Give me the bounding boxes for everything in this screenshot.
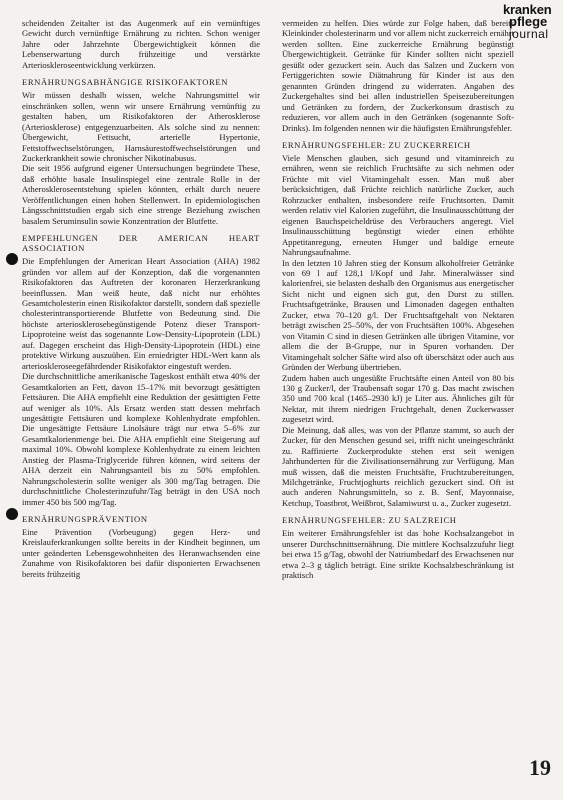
paragraph: In den letzten 10 Jahren stieg der Konsum alkoholfreier Getränke von 69 l auf 128,1 l/Kopf und Jahr. Mineralwässer sind kalorienfrei, sie belasten deshalb den Organismus aus energetischer Sicht nicht und eignen sich gut, den Durst zu stillen. Fruchtsaftgetränke, Brausen und Limonaden dagegen enthalten Zucker, etwa 70–120 g/l. Der Fruchtsaftgehalt von Nektaren beträgt zwischen 25–50%, der von Fruchtsäften 100%. Abgesehen von Vitamin C sind in diesen Getränken alle übrigen Vitamine, vor allem die der B-Gruppe, nur in Spuren vorhanden. Der Vitamingehalt solcher Säfte wird also oft überschätzt oder auch aus Gründen der Werbung übertrieben. bbox=[282, 257, 514, 373]
paragraph: Die Empfehlungen der American Heart Association (AHA) 1982 gründen vor allem auf der Konzeption, daß die vorgenannten Risikofaktoren das Auftreten der koronaren Herzerkrankung beeinflussen. Man weiß heute, daß nicht nur erhöhtes Gesamtcholesterin einen Risikofaktor darstellt, sondern daß spezielle cholesterintransportierende Blutfette von Bedeutung sind. Die höchste arteriosklerosebegünstigende Potenz dieser Transport-Lipoproteine weist das sogenannte Low-Density-Lipoprotein (LDL) auf. Dagegen erscheint das High-Density-Lipoprotein (HDL) eine protektive Wirkung auszuüben. Ein erniedrigter HDL-Wert kann als arterioskleroseegefährdender Risikofaktor eingestuft werden. bbox=[22, 256, 260, 371]
paragraph: Die durchschnittliche amerikanische Tageskost enthält etwa 40% der Gesamtkalorien an Fett, davon 15–17% mit bevorzugt gesättigten Fettsäuren. Die AHA empfiehlt eine Reduktion der gesättigten Fette auf weniger als 10%. Als Ersatz werden statt dessen mehrfach ungesättigte Fettsäuren und komplexe Kohlenhydrate empfohlen. Die ungesättigte Fettsäure Linolsäure trägt nur etwa 5–6% zur Gesamtkalorienmenge bei. Die AHA empfiehlt eine Steigerung auf maximal 10%. Obwohl komplexe Kohlenhydrate zu einem leichten Anstieg der Plasma-Triglyceride führen können, wird seitens der AHA derzeit ein Nahrungsanteil bis zu 50% empfohlen. Nahrungscholesterin sollte weniger als 300 mg/Tag betragen. Die durchschnittliche Cholesterinzufuhr/Tag beträgt in den USA noch immer 450 bis 500 mg/Tag. bbox=[22, 371, 260, 507]
paragraph: Ein weiterer Ernährungsfehler ist das hohe Kochsalzangebot in unserer Durchschnittsernährung. Die mittlere Kochsalzzufuhr liegt bei etwa 15 g/Tag, obwohl der Natriumbedarf des Erwachsenen nur etwa 2–3 g täglich beträgt. Eine strikte Kochsalzbeschränkung ist praktisch bbox=[282, 528, 514, 581]
paragraph: Die Meinung, daß alles, was von der Pflanze stammt, so auch der Zucker, für den Menschen gesund sei, trifft nicht uneingeschränkt zu. Raffinierte Zuckerprodukte stehen erst seit wenigen Jahrhunderten für die Zivilisationsernährung zur Verfügung. Man muß wissen, daß die meisten Fruchtsäfte, Fruchtzubereitungen, Milchgetränke, Fruchtjoghurts reichlich gezuckert sind. Oft ist auch anderen Nahrungsmitteln, so z. B. Senf, Mayonnaise, Ketchup, Toastbrot, Weißbrot, Salamiwurst u. a., Zucker zugesetzt. bbox=[282, 424, 514, 508]
page-number: 19 bbox=[529, 755, 551, 780]
left-text-column bbox=[22, 18, 260, 796]
punch-hole-mark bbox=[6, 508, 18, 520]
paragraph: scheidenden Zeitalter ist das Augenmerk auf ein vernünftiges Gewicht durch vernünftige Ernährung zu richten. Schon weniger Jahre oder Jahrzehnte Übergewichtigkeit können die Lebenserwartung durch frühzeitige und verstärkte Arterioskleroseentwicklung verkürzen. bbox=[22, 18, 260, 70]
right-text-column bbox=[282, 18, 514, 796]
paragraph: Zudem haben auch ungesüßte Fruchtsäfte einen Anteil von 80 bis 130 g Zucker/l, der Traubensaft sogar 170 g. Das macht zwischen 350 und 700 kcal (1465–2930 kJ) je Liter aus. Ähnliches gilt für Nektar, mit ihrem niedrigen Fruchtgehalt, denen Zuckerwasser zugesetzt wird. bbox=[282, 372, 514, 425]
paragraph: Die seit 1956 aufgrund eigener Untersuchungen begründete These, daß erhöhte basale Insulinspiegel eine zentrale Rolle in der Atheroskleroseentstehung spielen könnten, erhält durch neuere Veröffentlichungen einen hohen Stellenwert. In epidemiologischen Längsschnittstudien ergab sich eine strenge Beziehung zwischen basalem Seruminsulin sowie Konzentration der Blutfette. bbox=[22, 163, 260, 226]
paragraph: vermeiden zu helfen. Dies würde zur Folge haben, daß bereits Kleinkinder cholesterinarm und vor allem nicht zuckerreich ernährt werden sollten. Eine zuckerreiche Ernährung begünstigt Übergewichtigkeit. Getränke für Kinder sollten nicht speziell gesüßt oder gezuckert sein. Auch das Salzen und Zuckern von Fertiggerichten sowie Diätnahrung für Kinder ist aus den genannten Gründen dringend zu widerraten. Angaben des Zuckergehaltes sind bei allen industriellen Speisezubereitungen und Getränken zu fordern, der Zuckerkonsum drastisch zu reduzieren, vor allem auch in den Getränken (sogenannte Soft-Drinks). Im folgenden nennen wir die häufigsten Ernährungsfehler. bbox=[282, 18, 514, 133]
section-heading: ERNÄHRUNGSABHÄNGIGE RISIKOFAKTOREN bbox=[22, 77, 229, 88]
section-heading: ERNÄHRUNGSFEHLER: ZU SALZREICH bbox=[282, 515, 457, 526]
punch-hole-mark bbox=[6, 253, 18, 265]
masthead-line-2: pflege bbox=[509, 14, 548, 29]
paragraph: Viele Menschen glauben, sich gesund und vitaminreich zu ernähren, wenn sie reichlich Fruchtsäfte zu sich nehmen oder Früchte mit viel Vitamingehalt essen. Man muß aber berücksichtigen, daß Früchte reichlich natürliche Zucker, auch Rohrzucker enthalten, insbesondere reife Fruchtsorten. Damit werden relativ viel Kalorien zugeführt, die Insulinausschüttung der eigenen Bauchspeicheldrüse des Verbrauchers angeregt. Viel Insulinausschüttung begünstigt wieder einen erhöhte Appetitanregung, erneuten Hunger und baldige erneute Nahrungsaufnahme. bbox=[282, 152, 514, 258]
section-heading: EMPFEHLUNGEN DER AMERICAN HEART ASSOCIATION bbox=[22, 233, 260, 254]
masthead-line-3: journal bbox=[509, 27, 549, 41]
masthead-line-1: kranken bbox=[503, 2, 552, 17]
section-heading: ERNÄHRUNGSFEHLER: ZU ZUCKERREICH bbox=[282, 139, 471, 150]
paragraph: Wir müssen deshalb wissen, welche Nahrungsmittel wir einschränken sollen, wenn wir unsere Ernährung vernünftig zu gestalten haben, um Risikofaktoren der Atherosklerose (Arteriosklerose) entgegenzuarbeiten. Als solche sind zu nennen: Übergewicht, Fettsucht, arterielle Hypertonie, Fettstoffwechselstörungen, Harnsäurestoffwechselstörungen und Zuckerkrankheit sowie chronischer Nikotinabusus. bbox=[22, 90, 260, 163]
paragraph: Eine Prävention (Vorbeugung) gegen Herz- und Kreislauferkrankungen sollte bereits in der Kindheit beginnen, um unter geänderten Lebensgewohnheiten des Heranwachsenden eine Zunahme von Risikofaktoren bei dafür disponierten Erwachsenen bereits frühzeitig bbox=[22, 527, 260, 579]
section-heading: ERNÄHRUNGSPRÄVENTION bbox=[22, 514, 148, 525]
